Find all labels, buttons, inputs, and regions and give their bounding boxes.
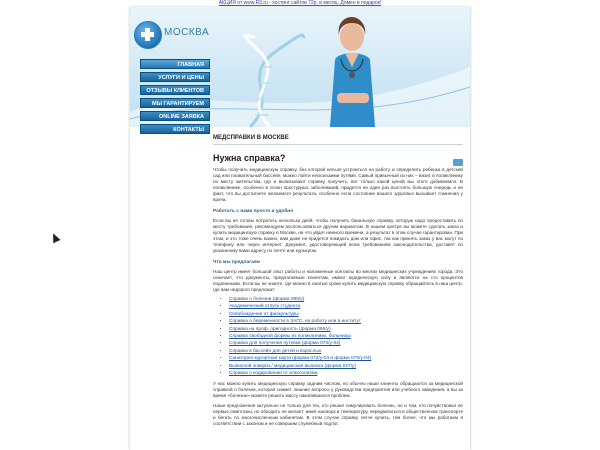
service-link[interactable]: • Справка о беременности в ЗАГС, на работу или в институт [229,318,463,325]
nav-item-reviews[interactable]: ОТЗЫВЫ КЛИЕНТОВ [140,85,210,95]
intro-paragraph: Чтобы получить медицинскую справку, без которой нельзя устроиться на работу и определить ребенка в детский сад или плавательный бассейн, можно пойти несколькими путями. Самый привычный из них – визит в поликлинику по месту жительства, где и выписывают справку получить, вот только какой ценой мы этого добиваемся. В поликлинике, особенно в сезон простудных заболеваний, придется не один раз выстоять большую очередь и не факт, что вы достигнете желаемого результата, особенно если состояние вашего здоровья вызывает сомнения у врача. [213,167,463,202]
paragraph-offer: Наш центр имеет большой опыт работы и налаженные контакты во многих медицинских учреждениях города. Это означает, что документы, предлагаемые клиентам, имеют юридическую силу и являются на сто процентов подлинными. Если вы не знаете, где можно в сжатые сроки купить медицинскую справку обращайтесь в наш центр, где вам недорого предложат: [213,269,463,292]
nav-item-home[interactable]: ГЛАВНАЯ [140,59,210,69]
subheading-offer: Что мы предлагаем [213,260,260,265]
logo-text[interactable]: МОСКВА [164,27,210,38]
service-link[interactable]: • Справка свободной формы из поликлиники, больницы [229,333,463,340]
page-container [130,7,470,450]
subheading-easy: Работать с нами просто и удобно [213,209,294,214]
service-link[interactable]: • Справка в бассейн для детей и взрослых [229,348,463,355]
mouse-cursor-icon [49,232,60,244]
paragraph-easy: Если вы не готовы потратить несколько дней, чтобы получить банальную справку, которую надо предоставить по месту требования, рекомендуем воспользоваться другим вариантом. В нашем центре вы можете сделать заказ и купить медицинскую справку в Москве, на что уйдет немного времени, а результат в этом случае гарантирован. При этом, и это тоже очень важно, вам даже не придется покидать дом или офис, так как принять заказ у вас могут по телефону или через интернет. Документ, удостоверяющий всем требованиям законодательства, доставят по указанному вами адресу по почте или курьером. [213,218,463,253]
logo-cross-mark [141,28,154,41]
service-link[interactable]: • Справка для получения путевки (форма 070/у-04) [229,340,463,347]
top-ad-banner [0,0,600,7]
paragraph-backdated: У нас можно купить медицинскую справку задним числом, но обычно наши клиенты обращаются за медицинской справкой о болезни, которая снимет лишние вопросы у руководства предприятия или учебного заведения, а вы за время «болезни» можете решить массу накопившихся проблем. [213,381,463,399]
services-list [213,296,463,377]
service-link[interactable]: • Справка о болезни (форма 095/у) [229,296,463,303]
service-link[interactable]: • Освобождение от физкультуры [229,311,463,318]
nav-item-contacts[interactable]: КОНТАКТЫ [140,124,210,134]
small-badge-button[interactable] [453,159,463,166]
main-content [213,135,463,427]
header [130,7,470,133]
nav-item-guarantee[interactable]: МЫ ГАРАНТИРУЕМ [140,98,210,108]
service-link[interactable]: • Санаторно-курортная карта (форма 072/у-04 и форма 076/у-04) [229,355,463,362]
doctor-image [315,15,390,127]
nav-item-services[interactable]: УСЛУГИ И ЦЕНЫ [140,72,210,82]
paragraph-relevance: Наши предложения актуально не только для тех, кто решил симулировать болезнь, но и тем, кто почувствовал ее первые симптомы, но обходить не желает: имея насморк и температуру, передвигаться в общественном транспорте и бегать по многочисленным кабинетам. В этом случае справку легче купить, тем более, что мы работаем в соответствии с законом и не совершим служебный подлог. [213,403,463,427]
service-link[interactable]: • Справка на проф. пригодность (форма 086/у) [229,326,463,333]
service-link[interactable]: • Академический отпуск студента [229,303,463,310]
nav-item-online-order[interactable]: ONLINE ЗАЯВКА [140,111,210,121]
main-navigation [140,59,210,137]
section-title: МЕДСПРАВКИ В МОСКВЕ [213,135,463,145]
service-link[interactable]: • Справка о кодировании от алкоголизма [229,370,463,377]
service-link[interactable]: • Выписной эпикриз / медицинская выписка (форма 027/у) [229,363,463,370]
page-title: Нужна справка? [213,153,286,163]
dna-helix-image [240,37,310,127]
top-ad-link[interactable]: АКЦИЯ от www.R3.ru - хостинг сайтов 72р. в месяц. Домен в подарок! [218,0,382,6]
